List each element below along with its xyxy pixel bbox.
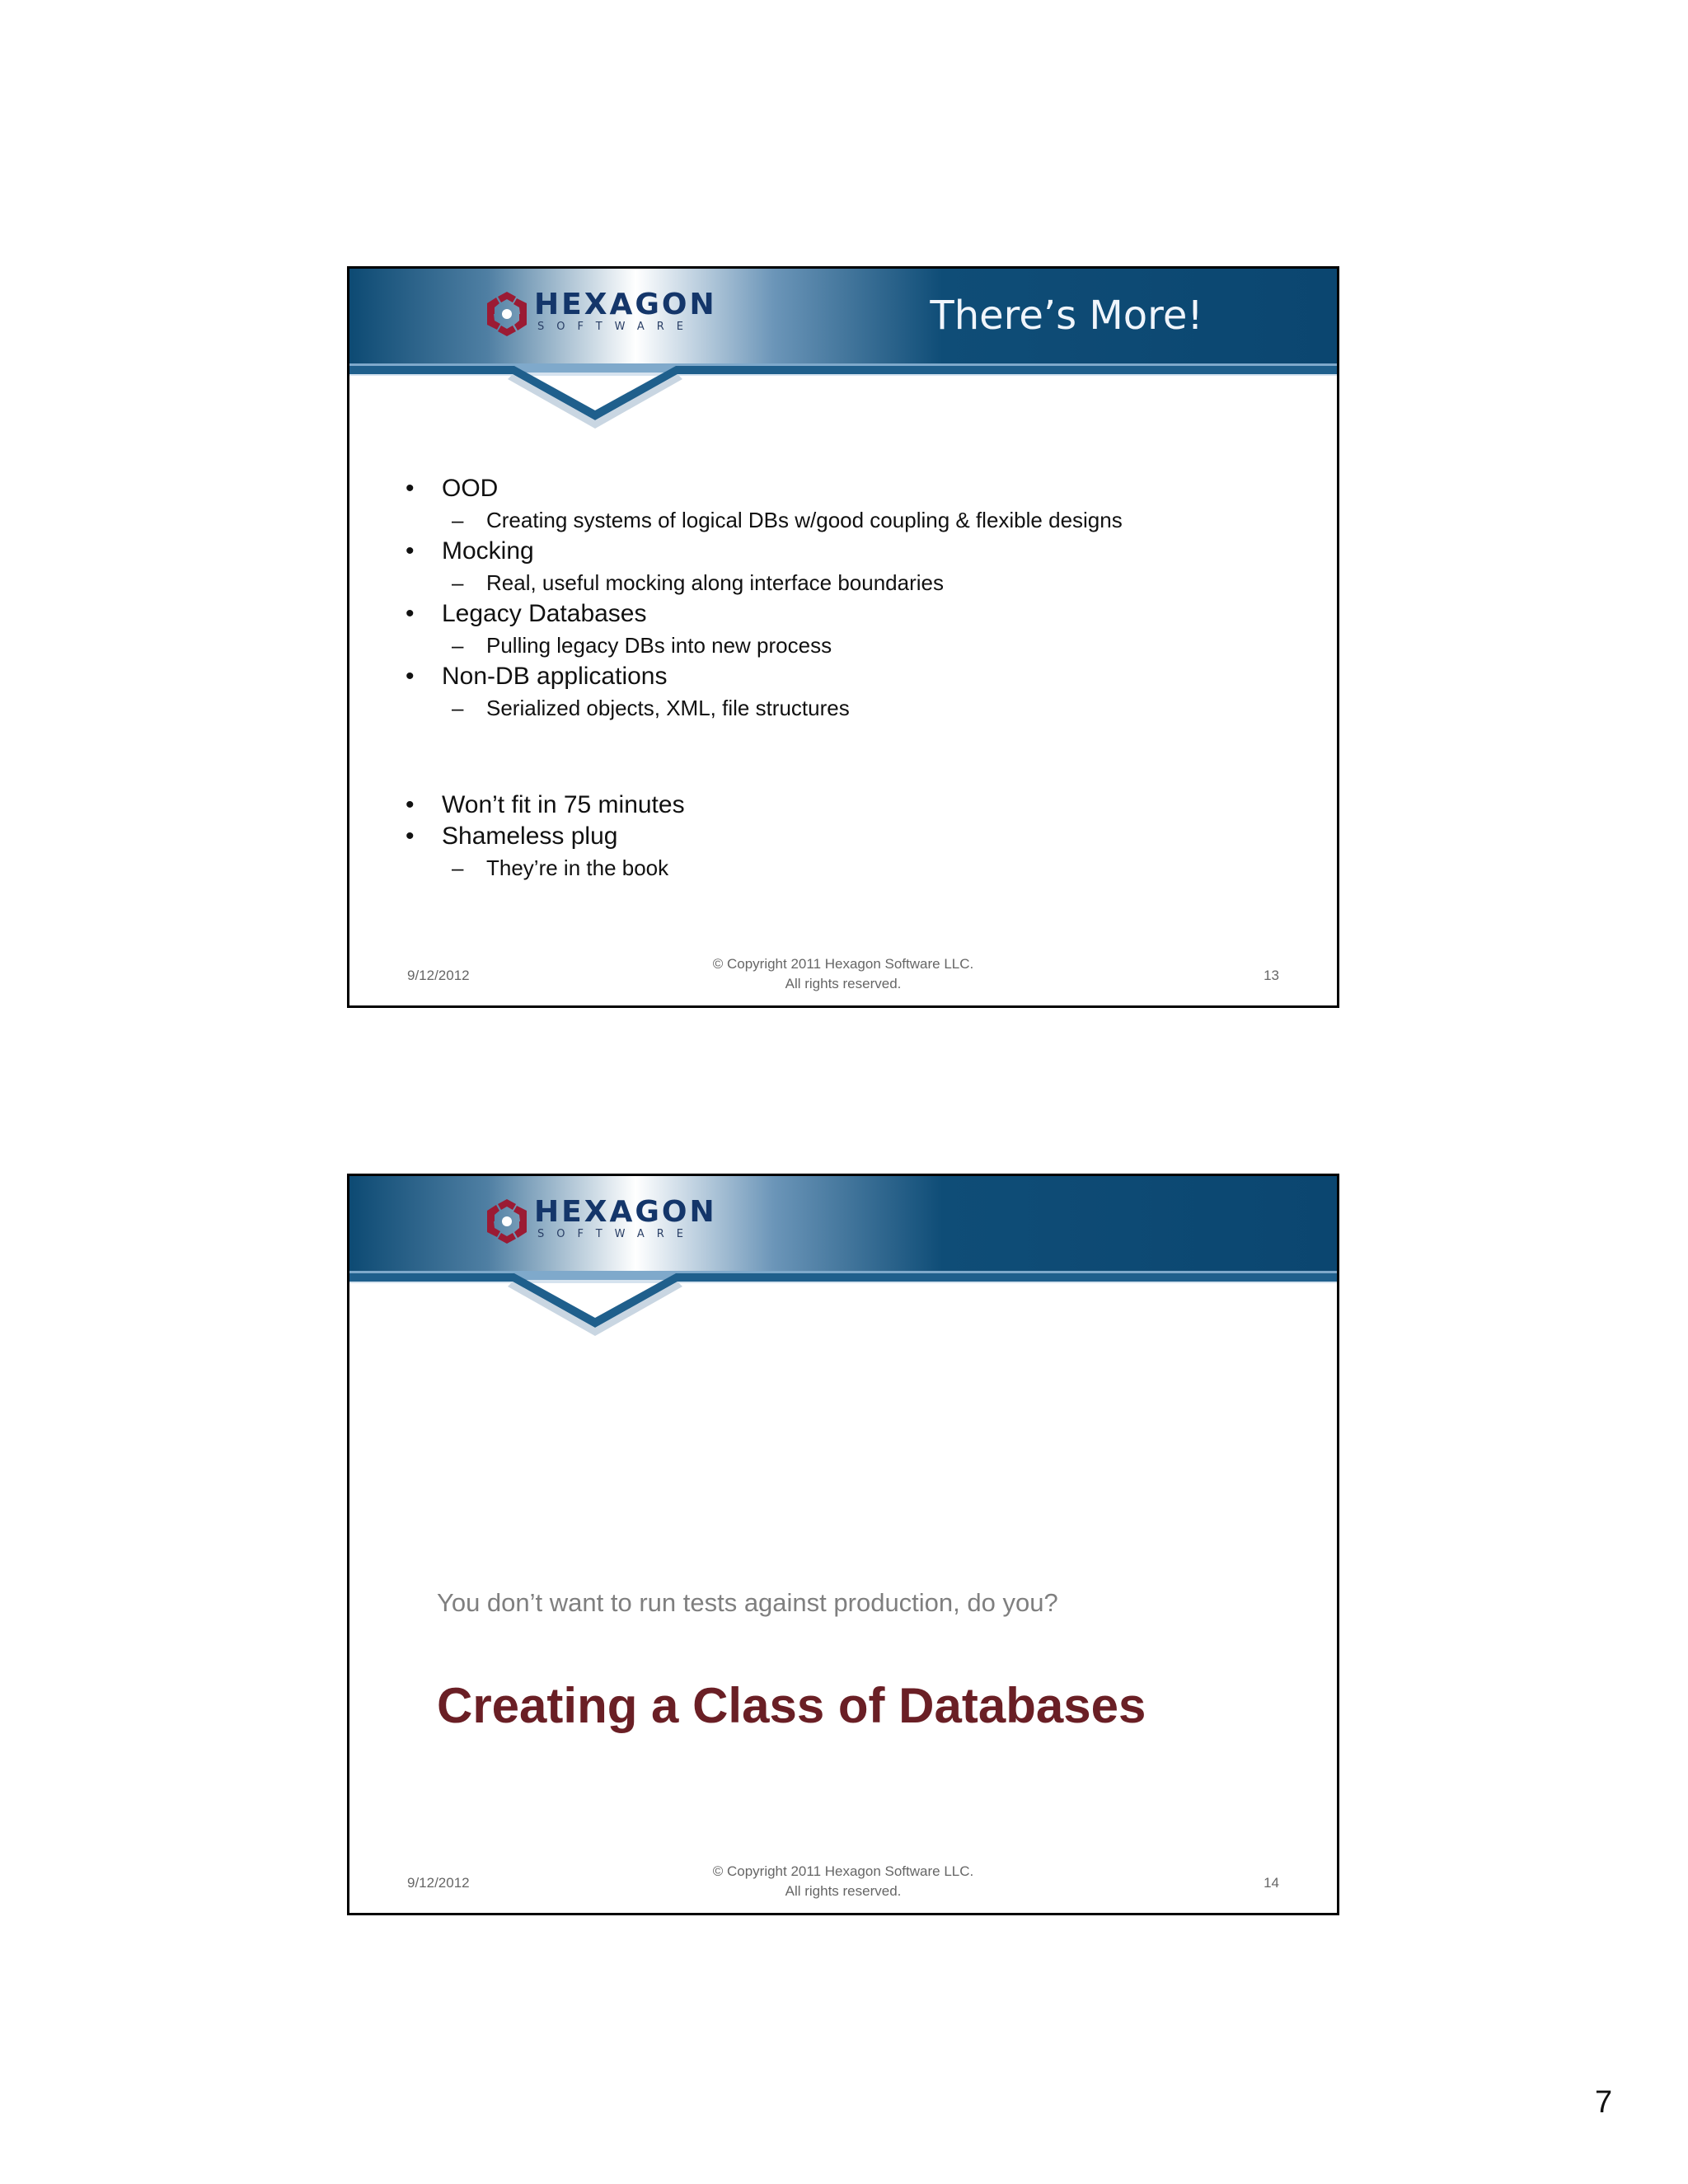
bullet-icon: • <box>406 600 415 627</box>
section-title: Creating a Class of Databases <box>437 1678 1146 1733</box>
section-subtitle: You don’t want to run tests against production, do you? <box>437 1588 1058 1617</box>
sub-bullet-text: Pulling legacy DBs into new process <box>486 633 832 658</box>
copyright-line: All rights reserved. <box>785 1883 902 1899</box>
bullet-icon: • <box>406 663 415 690</box>
sub-bullet-item <box>402 692 1309 724</box>
bullet-list <box>402 473 1309 883</box>
bullet-text: Legacy Databases <box>442 600 647 627</box>
logo-wordmark: HEXAGON <box>534 1195 717 1229</box>
page-number: 7 <box>1595 2085 1613 2120</box>
bullet-item <box>402 536 1309 567</box>
logo-tagline: SOFTWARE <box>537 1228 696 1240</box>
bullet-icon: • <box>406 475 415 502</box>
slide-13 <box>347 266 1339 1008</box>
bullet-icon: • <box>406 537 415 565</box>
dash-icon: – <box>452 696 464 720</box>
footer-copyright <box>349 1862 1337 1901</box>
slide-14 <box>347 1174 1339 1915</box>
bullet-text: Shameless plug <box>442 823 618 850</box>
bullet-text: Won’t fit in 75 minutes <box>442 791 685 818</box>
hexagon-logo-icon <box>481 1196 532 1247</box>
sub-bullet-text: Creating systems of logical DBs w/good coupling & flexible designs <box>486 508 1123 532</box>
dash-icon: – <box>452 570 464 595</box>
sub-bullet-text: Serialized objects, XML, file structures <box>486 696 850 720</box>
hexagon-logo-icon <box>481 288 532 340</box>
sub-bullet-item <box>402 504 1309 536</box>
bullet-item <box>402 790 1309 821</box>
footer-date: 9/12/2012 <box>407 1875 470 1891</box>
slide-number: 13 <box>1264 968 1279 983</box>
footer-copyright <box>349 954 1337 994</box>
bullet-icon: • <box>406 791 415 818</box>
bullet-text: OOD <box>442 475 499 502</box>
bullet-item <box>402 598 1309 630</box>
sub-bullet-item <box>402 567 1309 598</box>
dash-icon: – <box>452 508 464 532</box>
bullet-text: Non-DB applications <box>442 663 668 690</box>
copyright-line: © Copyright 2011 Hexagon Software LLC. <box>712 956 974 972</box>
footer-date: 9/12/2012 <box>407 968 470 983</box>
slide-number: 14 <box>1264 1875 1279 1891</box>
bullet-item <box>402 473 1309 504</box>
copyright-line: All rights reserved. <box>785 976 902 991</box>
logo-wordmark: HEXAGON <box>534 288 717 321</box>
hexagon-software-logo <box>481 1195 717 1247</box>
bullet-spacer <box>402 724 1309 790</box>
sub-bullet-item <box>402 630 1309 661</box>
sub-bullet-text: They’re in the book <box>486 855 669 880</box>
sub-bullet-text: Real, useful mocking along interface boundaries <box>486 570 945 595</box>
bullet-text: Mocking <box>442 537 534 565</box>
sub-bullet-item <box>402 852 1309 883</box>
hexagon-software-logo <box>481 288 717 340</box>
bullet-item <box>402 661 1309 692</box>
dash-icon: – <box>452 633 464 658</box>
slide-title: There’s More! <box>930 293 1203 339</box>
logo-tagline: SOFTWARE <box>537 321 696 333</box>
copyright-line: © Copyright 2011 Hexagon Software LLC. <box>712 1863 974 1879</box>
dash-icon: – <box>452 855 464 880</box>
bullet-item <box>402 821 1309 852</box>
bullet-icon: • <box>406 823 415 850</box>
